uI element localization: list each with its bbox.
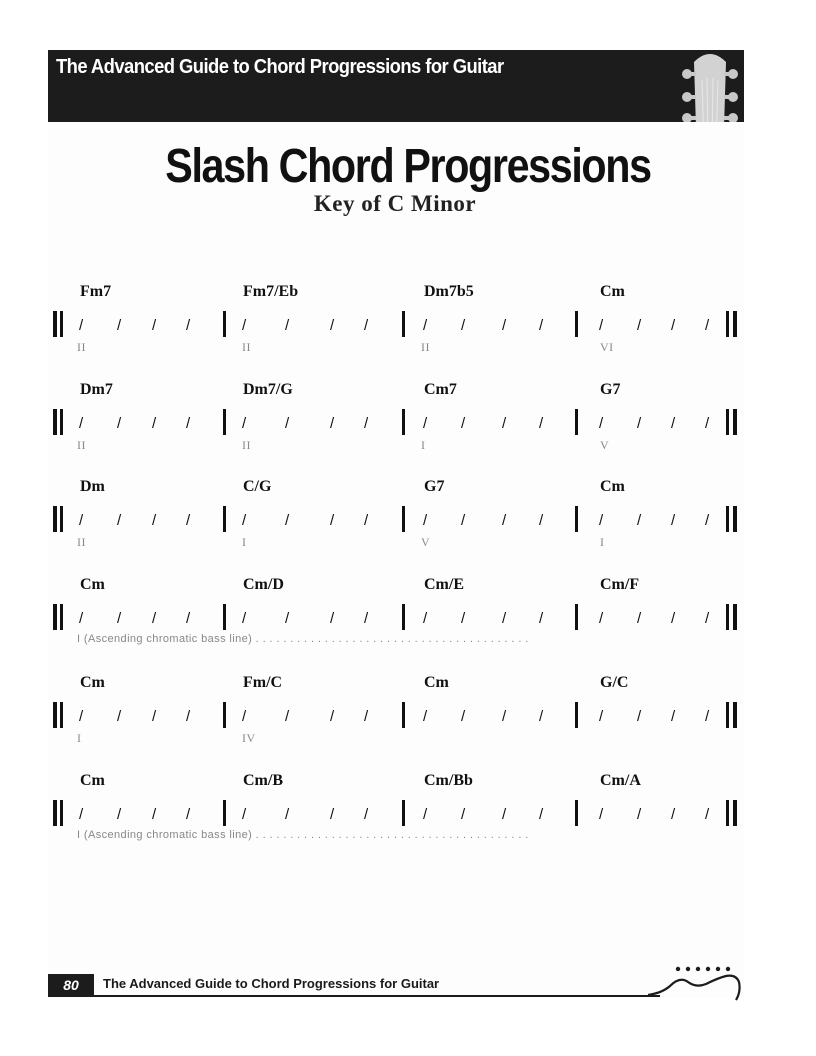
beat-slash: / xyxy=(364,512,369,529)
beat-slash: / xyxy=(539,610,544,627)
barline xyxy=(575,702,578,728)
chord-name: Dm7b5 xyxy=(424,283,474,300)
beat-slash: / xyxy=(502,512,507,529)
beat-slash: / xyxy=(285,610,290,627)
beat-slash: / xyxy=(637,317,642,334)
beat-slash: / xyxy=(152,610,157,627)
footer-rule xyxy=(48,995,660,997)
barline xyxy=(575,409,578,435)
beat-slash: / xyxy=(364,317,369,334)
beat-slash: / xyxy=(705,415,710,432)
double-barline xyxy=(53,800,57,826)
chord-row xyxy=(0,478,816,558)
roman-numeral: II xyxy=(77,535,86,549)
beat-slash: / xyxy=(599,317,604,334)
double-barline xyxy=(733,604,737,630)
beat-slash: / xyxy=(330,415,335,432)
chord-row xyxy=(0,674,816,754)
double-barline xyxy=(726,409,729,435)
barline xyxy=(575,506,578,532)
beat-slash: / xyxy=(242,610,247,627)
beat-slash: / xyxy=(671,415,676,432)
beat-slash: / xyxy=(79,610,84,627)
double-barline xyxy=(60,506,63,532)
beat-slash: / xyxy=(242,317,247,334)
beat-slash: / xyxy=(461,512,466,529)
beat-slash: / xyxy=(671,708,676,725)
beat-slash: / xyxy=(637,415,642,432)
barline xyxy=(402,604,405,630)
double-barline xyxy=(733,311,737,337)
chord-row xyxy=(0,283,816,363)
beat-slash: / xyxy=(705,610,710,627)
beat-slash: / xyxy=(79,317,84,334)
beat-slash: / xyxy=(461,415,466,432)
barline xyxy=(575,604,578,630)
beat-slash: / xyxy=(330,512,335,529)
chord-name: Fm7 xyxy=(80,283,112,300)
beat-slash: / xyxy=(705,317,710,334)
beat-slash: / xyxy=(285,415,290,432)
roman-numeral: I xyxy=(421,438,426,452)
double-barline xyxy=(733,702,737,728)
chord-name: Cm/F xyxy=(600,576,640,593)
beat-slash: / xyxy=(637,806,642,823)
barline xyxy=(402,311,405,337)
row-annotation: I (Ascending chromatic bass line) . . . . . . . . . . . . . . . . . . . . . . . . . . . . . . . . . . . . . . . . xyxy=(77,829,529,841)
beat-slash: / xyxy=(330,806,335,823)
double-barline xyxy=(53,506,57,532)
barline xyxy=(223,506,226,532)
beat-slash: / xyxy=(637,708,642,725)
chord-name: Cm/B xyxy=(243,772,283,789)
chord-row xyxy=(0,381,816,461)
barline xyxy=(575,311,578,337)
double-barline xyxy=(726,702,729,728)
roman-numeral: II xyxy=(77,340,86,354)
beat-slash: / xyxy=(461,708,466,725)
barline xyxy=(223,800,226,826)
beat-slash: / xyxy=(152,806,157,823)
beat-slash: / xyxy=(117,512,122,529)
double-barline xyxy=(733,506,737,532)
roman-numeral: IV xyxy=(242,731,256,745)
page-title: Slash Chord Progressions xyxy=(165,140,651,193)
beat-slash: / xyxy=(242,708,247,725)
beat-slash: / xyxy=(285,512,290,529)
beat-slash: / xyxy=(502,806,507,823)
beat-slash: / xyxy=(186,708,191,725)
beat-slash: / xyxy=(285,708,290,725)
beat-slash: / xyxy=(285,806,290,823)
beat-slash: / xyxy=(186,512,191,529)
double-barline xyxy=(60,800,63,826)
beat-slash: / xyxy=(79,512,84,529)
guitar-decoration-icon xyxy=(648,962,744,1006)
beat-slash: / xyxy=(423,806,428,823)
beat-slash: / xyxy=(461,610,466,627)
beat-slash: / xyxy=(117,610,122,627)
beat-slash: / xyxy=(330,317,335,334)
beat-slash: / xyxy=(152,317,157,334)
double-barline xyxy=(53,702,57,728)
page-number: 80 xyxy=(48,974,94,996)
beat-slash: / xyxy=(242,512,247,529)
double-barline xyxy=(726,604,729,630)
beat-slash: / xyxy=(186,806,191,823)
footer-title: The Advanced Guide to Chord Progressions for Guitar xyxy=(103,976,440,991)
double-barline xyxy=(53,409,57,435)
chord-row xyxy=(0,772,816,852)
beat-slash: / xyxy=(539,317,544,334)
beat-slash: / xyxy=(502,317,507,334)
beat-slash: / xyxy=(242,806,247,823)
double-barline xyxy=(726,800,729,826)
beat-slash: / xyxy=(285,317,290,334)
guitar-headstock-icon xyxy=(676,50,744,122)
beat-slash: / xyxy=(423,708,428,725)
chord-name: Dm7/G xyxy=(243,381,293,398)
beat-slash: / xyxy=(502,708,507,725)
chord-name: Dm xyxy=(80,478,105,495)
beat-slash: / xyxy=(599,415,604,432)
chord-row xyxy=(0,576,816,656)
roman-numeral: I xyxy=(600,535,605,549)
beat-slash: / xyxy=(186,415,191,432)
roman-numeral: II xyxy=(242,438,251,452)
chord-name: Cm xyxy=(80,772,105,789)
chord-name: Cm xyxy=(600,478,625,495)
beat-slash: / xyxy=(671,512,676,529)
beat-slash: / xyxy=(152,415,157,432)
beat-slash: / xyxy=(599,708,604,725)
chord-name: Cm/A xyxy=(600,772,641,789)
beat-slash: / xyxy=(599,806,604,823)
chord-name: Cm7 xyxy=(424,381,457,398)
header-title: The Advanced Guide to Chord Progressions for Guitar xyxy=(56,56,504,78)
beat-slash: / xyxy=(79,708,84,725)
beat-slash: / xyxy=(705,708,710,725)
row-annotation: I (Ascending chromatic bass line) . . . . . . . . . . . . . . . . . . . . . . . . . . . . . . . . . . . . . . . . xyxy=(77,633,529,645)
double-barline xyxy=(60,409,63,435)
chord-name: C/G xyxy=(243,478,272,495)
beat-slash: / xyxy=(539,512,544,529)
beat-slash: / xyxy=(671,806,676,823)
chord-name: Cm xyxy=(80,674,105,691)
beat-slash: / xyxy=(423,415,428,432)
beat-slash: / xyxy=(423,610,428,627)
beat-slash: / xyxy=(671,610,676,627)
barline xyxy=(223,604,226,630)
barline xyxy=(402,800,405,826)
beat-slash: / xyxy=(423,512,428,529)
beat-slash: / xyxy=(152,708,157,725)
beat-slash: / xyxy=(671,317,676,334)
barline xyxy=(575,800,578,826)
beat-slash: / xyxy=(599,610,604,627)
beat-slash: / xyxy=(117,415,122,432)
beat-slash: / xyxy=(461,806,466,823)
beat-slash: / xyxy=(705,512,710,529)
double-barline xyxy=(53,604,57,630)
beat-slash: / xyxy=(330,708,335,725)
beat-slash: / xyxy=(117,708,122,725)
chord-name: Cm xyxy=(600,283,625,300)
chord-name: Fm/C xyxy=(243,674,283,691)
roman-numeral: II xyxy=(421,340,430,354)
barline xyxy=(223,702,226,728)
beat-slash: / xyxy=(705,806,710,823)
double-barline xyxy=(60,311,63,337)
double-barline xyxy=(733,800,737,826)
beat-slash: / xyxy=(364,610,369,627)
beat-slash: / xyxy=(117,806,122,823)
chord-name: Cm/E xyxy=(424,576,464,593)
barline xyxy=(223,409,226,435)
roman-numeral: II xyxy=(242,340,251,354)
roman-numeral: I xyxy=(77,731,82,745)
double-barline xyxy=(60,702,63,728)
beat-slash: / xyxy=(152,512,157,529)
page-subtitle: Key of C Minor xyxy=(313,191,477,216)
beat-slash: / xyxy=(242,415,247,432)
beat-slash: / xyxy=(186,610,191,627)
roman-numeral: VI xyxy=(600,340,614,354)
chord-name: Cm xyxy=(424,674,449,691)
beat-slash: / xyxy=(502,415,507,432)
roman-numeral: I xyxy=(242,535,247,549)
beat-slash: / xyxy=(79,415,84,432)
chord-name: Fm7/Eb xyxy=(243,283,299,300)
chord-name: Cm xyxy=(80,576,105,593)
beat-slash: / xyxy=(539,415,544,432)
beat-slash: / xyxy=(364,806,369,823)
double-barline xyxy=(733,409,737,435)
chord-name: G7 xyxy=(424,478,445,495)
barline xyxy=(223,311,226,337)
barline xyxy=(402,702,405,728)
beat-slash: / xyxy=(186,317,191,334)
barline xyxy=(402,506,405,532)
beat-slash: / xyxy=(79,806,84,823)
chord-name: G/C xyxy=(600,674,629,691)
beat-slash: / xyxy=(423,317,428,334)
double-barline xyxy=(60,604,63,630)
beat-slash: / xyxy=(330,610,335,627)
barline xyxy=(402,409,405,435)
chord-name: Cm/Bb xyxy=(424,772,473,789)
beat-slash: / xyxy=(502,610,507,627)
beat-slash: / xyxy=(599,512,604,529)
beat-slash: / xyxy=(637,610,642,627)
beat-slash: / xyxy=(364,708,369,725)
chord-name: G7 xyxy=(600,381,621,398)
roman-numeral: V xyxy=(600,438,610,452)
beat-slash: / xyxy=(539,806,544,823)
header-band xyxy=(48,50,744,122)
roman-numeral: V xyxy=(421,535,431,549)
double-barline xyxy=(726,311,729,337)
roman-numeral: II xyxy=(77,438,86,452)
beat-slash: / xyxy=(539,708,544,725)
chord-name: Cm/D xyxy=(243,576,284,593)
double-barline xyxy=(726,506,729,532)
chord-name: Dm7 xyxy=(80,381,113,398)
double-barline xyxy=(53,311,57,337)
beat-slash: / xyxy=(461,317,466,334)
beat-slash: / xyxy=(364,415,369,432)
beat-slash: / xyxy=(117,317,122,334)
beat-slash: / xyxy=(637,512,642,529)
